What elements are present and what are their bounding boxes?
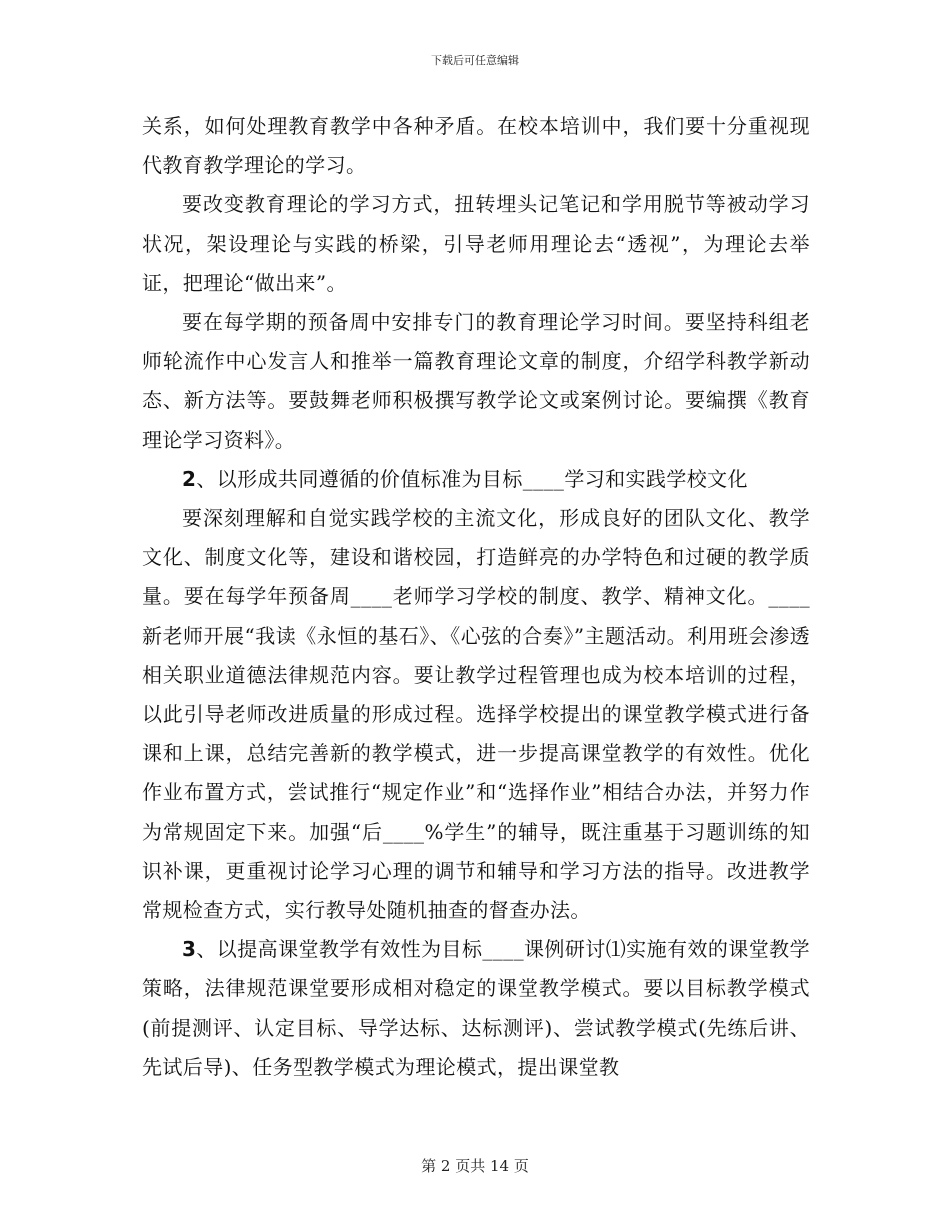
section-heading-3 bbox=[142, 930, 810, 1087]
paragraph-continuation: 关系，如何处理教育教学中各种矛盾。在校本培训中，我们要十分重视现代教育教学理论的学习。 bbox=[142, 114, 810, 178]
paragraph-study-method: 要改变教育理论的学习方式，扭转埋头记笔记和学用脱节等被动学习状况，架设理论与实践的桥梁，引导老师用理论去“透视”，为理论去举证，把理论“做出来”。 bbox=[142, 192, 810, 295]
page-header: 下载后可任意编辑 bbox=[431, 54, 519, 67]
document-body bbox=[142, 107, 810, 1087]
section-number: 3 bbox=[182, 937, 197, 962]
paragraph-prep-week: 要在每学期的预备周中安排专门的教育理论学习时间。要坚持科组老师轮流作中心发言人和推举一篇教育理论文章的制度，介绍学科教学新动态、新方法等。要鼓舞老师积极撰写教学论文或案例讨论。要编撰《教育理论学习资料》。 bbox=[142, 310, 810, 452]
section-heading-2 bbox=[142, 460, 810, 499]
section-heading-text: 、以提高课堂教学有效性为目标____课例研讨⑴实施有效的课堂教学策略，法律规范课堂要形成相对稳定的课堂教学模式。要以目标教学模式(前提测评、认定目标、导学达标、达标测评)、尝试教学模式(先练后讲、先试后导)、任务型教学模式为理论模式，提出课堂教 bbox=[142, 937, 810, 1079]
section-heading-text: 、以形成共同遵循的价值标准为目标____学习和实践学校文化 bbox=[196, 466, 748, 491]
page-footer: 第 2 页共 14 页 bbox=[421, 1157, 529, 1175]
paragraph-school-culture: 要深刻理解和自觉实践学校的主流文化，形成良好的团队文化、教学文化、制度文化等，建设和谐校园，打造鲜亮的办学特色和过硬的教学质量。要在每学年预备周____老师学习学校的制度、教学、精神文化。____新老师开展“我读《永恒的基石》、《心弦的合奏》”主题活动。利用班会渗透相关职业道德法律规范内容。要让教学过程管理也成为校本培训的过程，以此引导老师改进质量的形成过程。选择学校提出的课堂教学模式进行备课和上课，总结完善新的教学模式，进一步提高课堂教学的有效性。优化作业布置方式，尝试推行“规定作业”和“选择作业”相结合办法，并努力作为常规固定下来。加强“后____%学生”的辅导，既注重基于习题训练的知识补课，更重视讨论学习心理的调节和辅导和学习方法的指导。改进教学常规检查方式，实行教导处随机抽查的督查办法。 bbox=[142, 506, 810, 923]
section-number: 2 bbox=[182, 466, 197, 491]
